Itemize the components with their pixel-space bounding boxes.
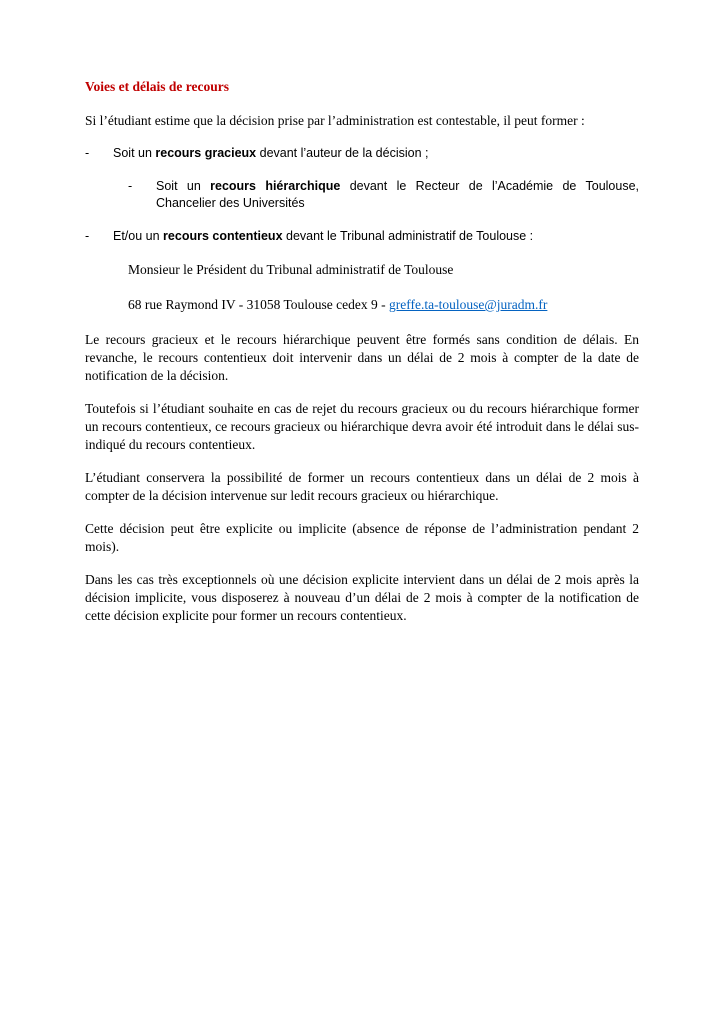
bullet-text-pre: Soit un (156, 179, 211, 193)
bullet-dash: - (128, 179, 133, 193)
bullet-dash: - (85, 229, 90, 243)
bullet-text-recours-hierarchique (156, 178, 639, 212)
intro-paragraph: Si l’étudiant estime que la décision prise par l’administration est contestable, il peut former : (85, 113, 585, 128)
page-title: Voies et délais de recours (85, 79, 229, 94)
greffe-email-link[interactable]: greffe.ta-toulouse@juradm.fr (389, 297, 548, 312)
address-text: 68 rue Raymond IV - 31058 Toulouse cedex 9 - (128, 297, 390, 312)
tribunal-address-line (128, 296, 639, 314)
bullet-bold-term: recours gracieux (155, 146, 257, 160)
paragraph-possibilite-2-mois: L’étudiant conservera la possibilité de former un recours contentieux dans un délai de 2 mois à compter de la décision intervenue sur ledit recours gracieux ou hiérarchique. (85, 470, 639, 503)
bullet-text-post: devant le Tribunal administratif de Toulouse : (282, 229, 534, 243)
bullet-dash: - (85, 146, 90, 160)
bullet-bold-term: recours hiérarchique (210, 179, 341, 193)
paragraph-toutefois-rejet: Toutefois si l’étudiant souhaite en cas de rejet du recours gracieux ou du recours hiérarchique former un recours contentieux, ce recours gracieux ou hiérarchique devra avoir été introduit dans le délai sus-indiqué du recours contentieux. (85, 401, 639, 452)
paragraph-decision-explicite-implicite: Cette décision peut être explicite ou implicite (absence de réponse de l’administration pendant 2 mois). (85, 521, 639, 554)
bullet-recours-contentieux (85, 228, 639, 245)
paragraph-delais-conditions: Le recours gracieux et le recours hiérarchique peuvent être formés sans condition de délais. En revanche, le recours contentieux doit intervenir dans un délai de 2 mois à compter de la date de notification de la décision. (85, 332, 639, 383)
bullet-text-recours-gracieux (113, 145, 639, 162)
tribunal-president-line: Monsieur le Président du Tribunal administratif de Toulouse (128, 262, 454, 277)
bullet-recours-hierarchique (128, 178, 639, 212)
bullet-text-post: devant l’auteur de la décision ; (256, 146, 429, 160)
bullet-bold-term: recours contentieux (163, 229, 283, 243)
bullet-text-recours-contentieux (113, 228, 639, 245)
bullet-text-post: devant le Recteur de l’Académie de Toulouse, Chancelier des Universités (156, 179, 639, 210)
bullet-text-pre: Soit un (113, 146, 156, 160)
bullet-recours-gracieux (85, 145, 639, 162)
bullet-text-pre: Et/ou un (113, 229, 164, 243)
paragraph-cas-exceptionnels: Dans les cas très exceptionnels où une décision explicite intervient dans un délai de 2 mois après la décision implicite, vous disposerez à nouveau d’un délai de 2 mois à compter de la notification de cette décision explicite pour former un recours contentieux. (85, 572, 639, 623)
